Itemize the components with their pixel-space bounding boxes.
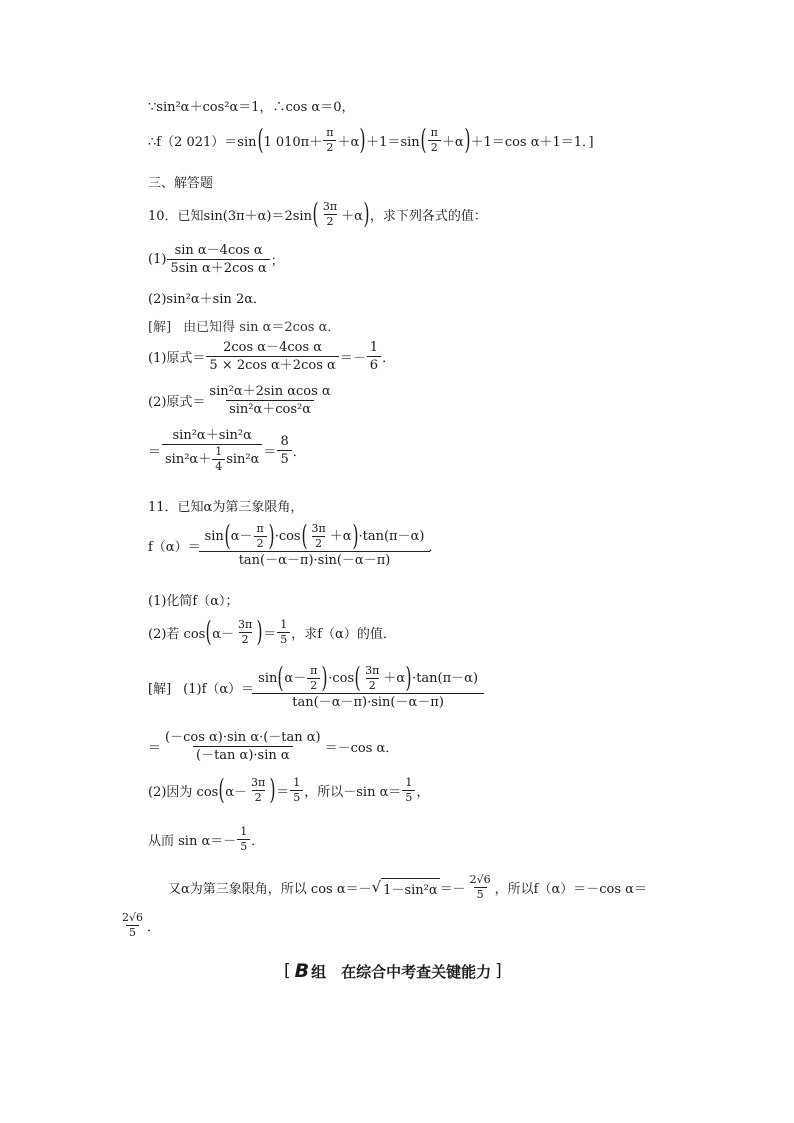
text: ＝－ xyxy=(339,351,366,366)
text: ·cos xyxy=(274,528,301,544)
text: 1 010π＋ xyxy=(263,134,323,150)
text: ＋1＝cos α＋1＝1．] xyxy=(470,134,594,150)
text: ，所以f（α）＝－cos α＝ xyxy=(494,882,647,897)
numerator: 1 xyxy=(240,825,248,838)
text: ． xyxy=(147,920,161,935)
denominator: 2 xyxy=(323,140,336,154)
denominator: tan(－α－π)·sin(－α－π) xyxy=(252,693,484,710)
text: ∴f（2 021）＝sin xyxy=(148,134,257,150)
right-paren: ) xyxy=(269,773,276,806)
fraction xyxy=(119,912,146,939)
text: ＝ xyxy=(148,741,162,756)
denominator: sin²α＋cos²α xyxy=(226,400,314,417)
denominator: 5 xyxy=(277,450,291,467)
question-11-function xyxy=(148,519,442,568)
denominator: 5 xyxy=(474,887,487,901)
fraction xyxy=(367,340,381,373)
fraction xyxy=(167,243,269,276)
text: ． xyxy=(292,445,306,460)
text: 从而 sin α＝－ xyxy=(148,834,237,849)
radicand: 1－sin²α xyxy=(381,878,439,898)
text: ＋α xyxy=(441,134,464,150)
text: 11．已知α为第三象限角， xyxy=(148,500,304,515)
text: f（α）＝ xyxy=(148,539,201,555)
text: (2)若 cos xyxy=(148,626,206,642)
denominator: 2 xyxy=(239,632,252,646)
fraction xyxy=(237,826,250,853)
solution-10-part1 xyxy=(148,340,395,373)
denominator: 2 xyxy=(254,536,267,550)
text: α－ xyxy=(212,626,235,642)
solution-11-final xyxy=(118,912,160,939)
text: ＋α xyxy=(329,528,352,544)
fraction xyxy=(248,777,268,804)
denominator: 5 xyxy=(277,632,290,646)
question-10-part2 xyxy=(148,288,266,307)
question-10 xyxy=(148,197,487,230)
denominator: 5 xyxy=(237,839,250,853)
fraction xyxy=(307,665,320,692)
left-paren: ( xyxy=(277,661,284,694)
text-line xyxy=(148,123,594,156)
solution-11-sin xyxy=(148,826,264,853)
left-paren: ( xyxy=(354,661,361,694)
section-b-heading xyxy=(280,960,506,982)
numerator: 2cos α－4cos α xyxy=(223,340,323,355)
text: ＝ xyxy=(263,445,277,460)
question-11-part1 xyxy=(148,590,239,609)
denominator: 5 × 2cos α＋2cos α xyxy=(206,356,338,373)
text: ＋α xyxy=(341,208,363,224)
question-10-part1 xyxy=(148,243,284,276)
text: ＋α xyxy=(383,670,406,686)
numerator xyxy=(202,519,428,552)
text: (1)f（α）＝ xyxy=(183,681,255,697)
right-paren: ) xyxy=(268,519,275,552)
left-paren: ( xyxy=(256,123,263,156)
text: ＝ xyxy=(148,445,162,460)
left-paren: ( xyxy=(420,123,427,156)
fraction xyxy=(320,201,340,228)
denominator: 5 xyxy=(126,925,139,939)
denominator: 5sin α＋2cos α xyxy=(167,259,269,276)
solution-tag: [解] xyxy=(148,320,172,335)
text: (1) xyxy=(148,252,167,267)
right-paren: ) xyxy=(464,123,471,156)
fraction xyxy=(277,619,290,646)
text: ． xyxy=(428,539,442,555)
denominator: (－tan α)·sin α xyxy=(193,746,293,763)
section-heading xyxy=(148,172,213,191)
denominator: 2 xyxy=(366,678,379,692)
text: 10．已知sin(3π＋α)＝2sin xyxy=(148,208,312,224)
fraction xyxy=(206,340,338,373)
fraction xyxy=(467,874,494,901)
numerator: 3π xyxy=(365,663,380,677)
solution-11-part1 xyxy=(148,661,482,710)
fraction xyxy=(255,661,481,710)
solution-10-part2-cont xyxy=(148,428,306,473)
fraction xyxy=(206,384,333,417)
solution-11-simplify xyxy=(148,730,398,763)
right-paren: ) xyxy=(352,519,359,552)
denominator: 5 xyxy=(402,790,415,804)
solution-10-part2 xyxy=(148,384,335,417)
right-paren: ) xyxy=(256,615,263,648)
text: sin²α＋ xyxy=(165,452,212,467)
text: ． xyxy=(382,351,396,366)
fraction xyxy=(309,523,329,550)
denominator: 5 xyxy=(290,790,303,804)
denominator: 2 xyxy=(428,140,441,154)
fraction xyxy=(362,665,382,692)
fraction xyxy=(212,446,225,473)
question-11-part2 xyxy=(148,615,396,648)
denominator: 2 xyxy=(312,536,325,550)
radical-sign: √ xyxy=(371,877,382,896)
right-paren: ) xyxy=(321,661,328,694)
right-paren: ) xyxy=(363,197,370,230)
numerator: 3π xyxy=(251,775,266,789)
numerator: 3π xyxy=(311,521,326,535)
numerator: 1 xyxy=(293,775,301,789)
text: (2)原式＝ xyxy=(148,395,206,410)
text: 三、解答题 xyxy=(148,176,214,191)
numerator: 2√6 xyxy=(469,873,491,886)
text: ＋1＝sin xyxy=(366,134,420,150)
section-title: 组 在综合中考查关键能力 xyxy=(311,962,492,981)
text: ·tan(π－α) xyxy=(412,670,479,686)
denominator: 6 xyxy=(367,356,381,373)
fraction xyxy=(290,777,303,804)
text: ． xyxy=(251,834,265,849)
text: 又α为第三象限角，所以 cos α＝－ xyxy=(168,882,372,897)
numerator: 1 xyxy=(215,445,223,458)
solution-11-part2 xyxy=(148,773,430,806)
text: sin xyxy=(204,528,224,544)
text: ＝ xyxy=(276,784,290,800)
text: ＋α xyxy=(337,134,360,150)
solution-10-intro xyxy=(148,316,340,335)
text: α－ xyxy=(230,528,253,544)
numerator: π xyxy=(256,521,264,535)
numerator: 8 xyxy=(280,434,289,449)
numerator: 3π xyxy=(322,199,338,213)
left-paren: ( xyxy=(205,615,212,648)
numerator: 1 xyxy=(405,775,413,789)
numerator: 1 xyxy=(369,340,379,355)
text: ，求f（α）的值． xyxy=(291,626,396,642)
numerator: 1 xyxy=(280,617,288,631)
text: (1)原式＝ xyxy=(148,351,206,366)
numerator: sin²α＋2sin αcos α xyxy=(209,384,331,399)
left-paren: ( xyxy=(224,519,231,552)
text: (2)sin²α＋sin 2α． xyxy=(148,292,266,307)
text: ＝－ xyxy=(439,882,466,897)
text: ，所以－sin α＝ xyxy=(304,784,402,800)
text: ＝ xyxy=(263,626,277,642)
text: sin²α xyxy=(226,452,260,467)
text: ， xyxy=(416,784,430,800)
numerator: (－cos α)·sin α·(－tan α) xyxy=(165,730,321,745)
text: α－ xyxy=(284,670,307,686)
left-bracket: [ xyxy=(284,961,291,981)
right-bracket: ] xyxy=(495,961,502,981)
numerator: sin²α＋sin²α xyxy=(172,428,252,443)
numerator: π xyxy=(430,125,438,139)
text: ·tan(π－α) xyxy=(358,528,425,544)
text: ； xyxy=(270,254,284,269)
left-paren: ( xyxy=(312,197,319,230)
fraction xyxy=(162,730,324,763)
section-letter: B xyxy=(294,960,310,982)
denominator: 4 xyxy=(212,459,225,473)
text: ＝－cos α． xyxy=(324,741,399,756)
left-paren: ( xyxy=(218,773,225,806)
numerator xyxy=(255,661,481,694)
fraction xyxy=(323,127,336,154)
denominator: 2 xyxy=(307,678,320,692)
right-paren: ) xyxy=(405,661,412,694)
numerator: π xyxy=(310,663,318,677)
solution-11-cos xyxy=(168,874,647,901)
text: (1)化简f（α）； xyxy=(148,594,239,609)
denominator: 2 xyxy=(252,790,265,804)
numerator: π xyxy=(326,125,334,139)
left-paren: ( xyxy=(301,519,308,552)
text: ∵sin²α＋cos²α＝1，∴cos α＝0， xyxy=(148,100,355,115)
numerator: 2√6 xyxy=(122,911,144,924)
numerator: 3π xyxy=(238,617,253,631)
right-paren: ) xyxy=(359,123,366,156)
fraction xyxy=(235,619,255,646)
fraction xyxy=(428,127,441,154)
text: (2)因为 cos xyxy=(148,784,219,800)
text: ·cos xyxy=(328,670,355,686)
numerator: sin α－4cos α xyxy=(174,243,263,258)
text: ，求下列各式的值： xyxy=(369,208,487,224)
text-line xyxy=(148,96,354,115)
fraction xyxy=(254,523,267,550)
text: α－ xyxy=(225,784,248,800)
square-root xyxy=(372,878,440,898)
denominator: 2 xyxy=(324,214,337,228)
denominator xyxy=(162,444,262,473)
fraction xyxy=(202,519,428,568)
fraction xyxy=(162,428,262,473)
question-11 xyxy=(148,496,303,515)
fraction xyxy=(277,434,291,467)
text: 由已知得 sin α＝2cos α． xyxy=(183,320,341,335)
fraction xyxy=(402,777,415,804)
solution-tag: [解] xyxy=(148,681,172,697)
denominator: tan(－α－π)·sin(－α－π) xyxy=(199,551,431,568)
text: sin xyxy=(258,670,278,686)
